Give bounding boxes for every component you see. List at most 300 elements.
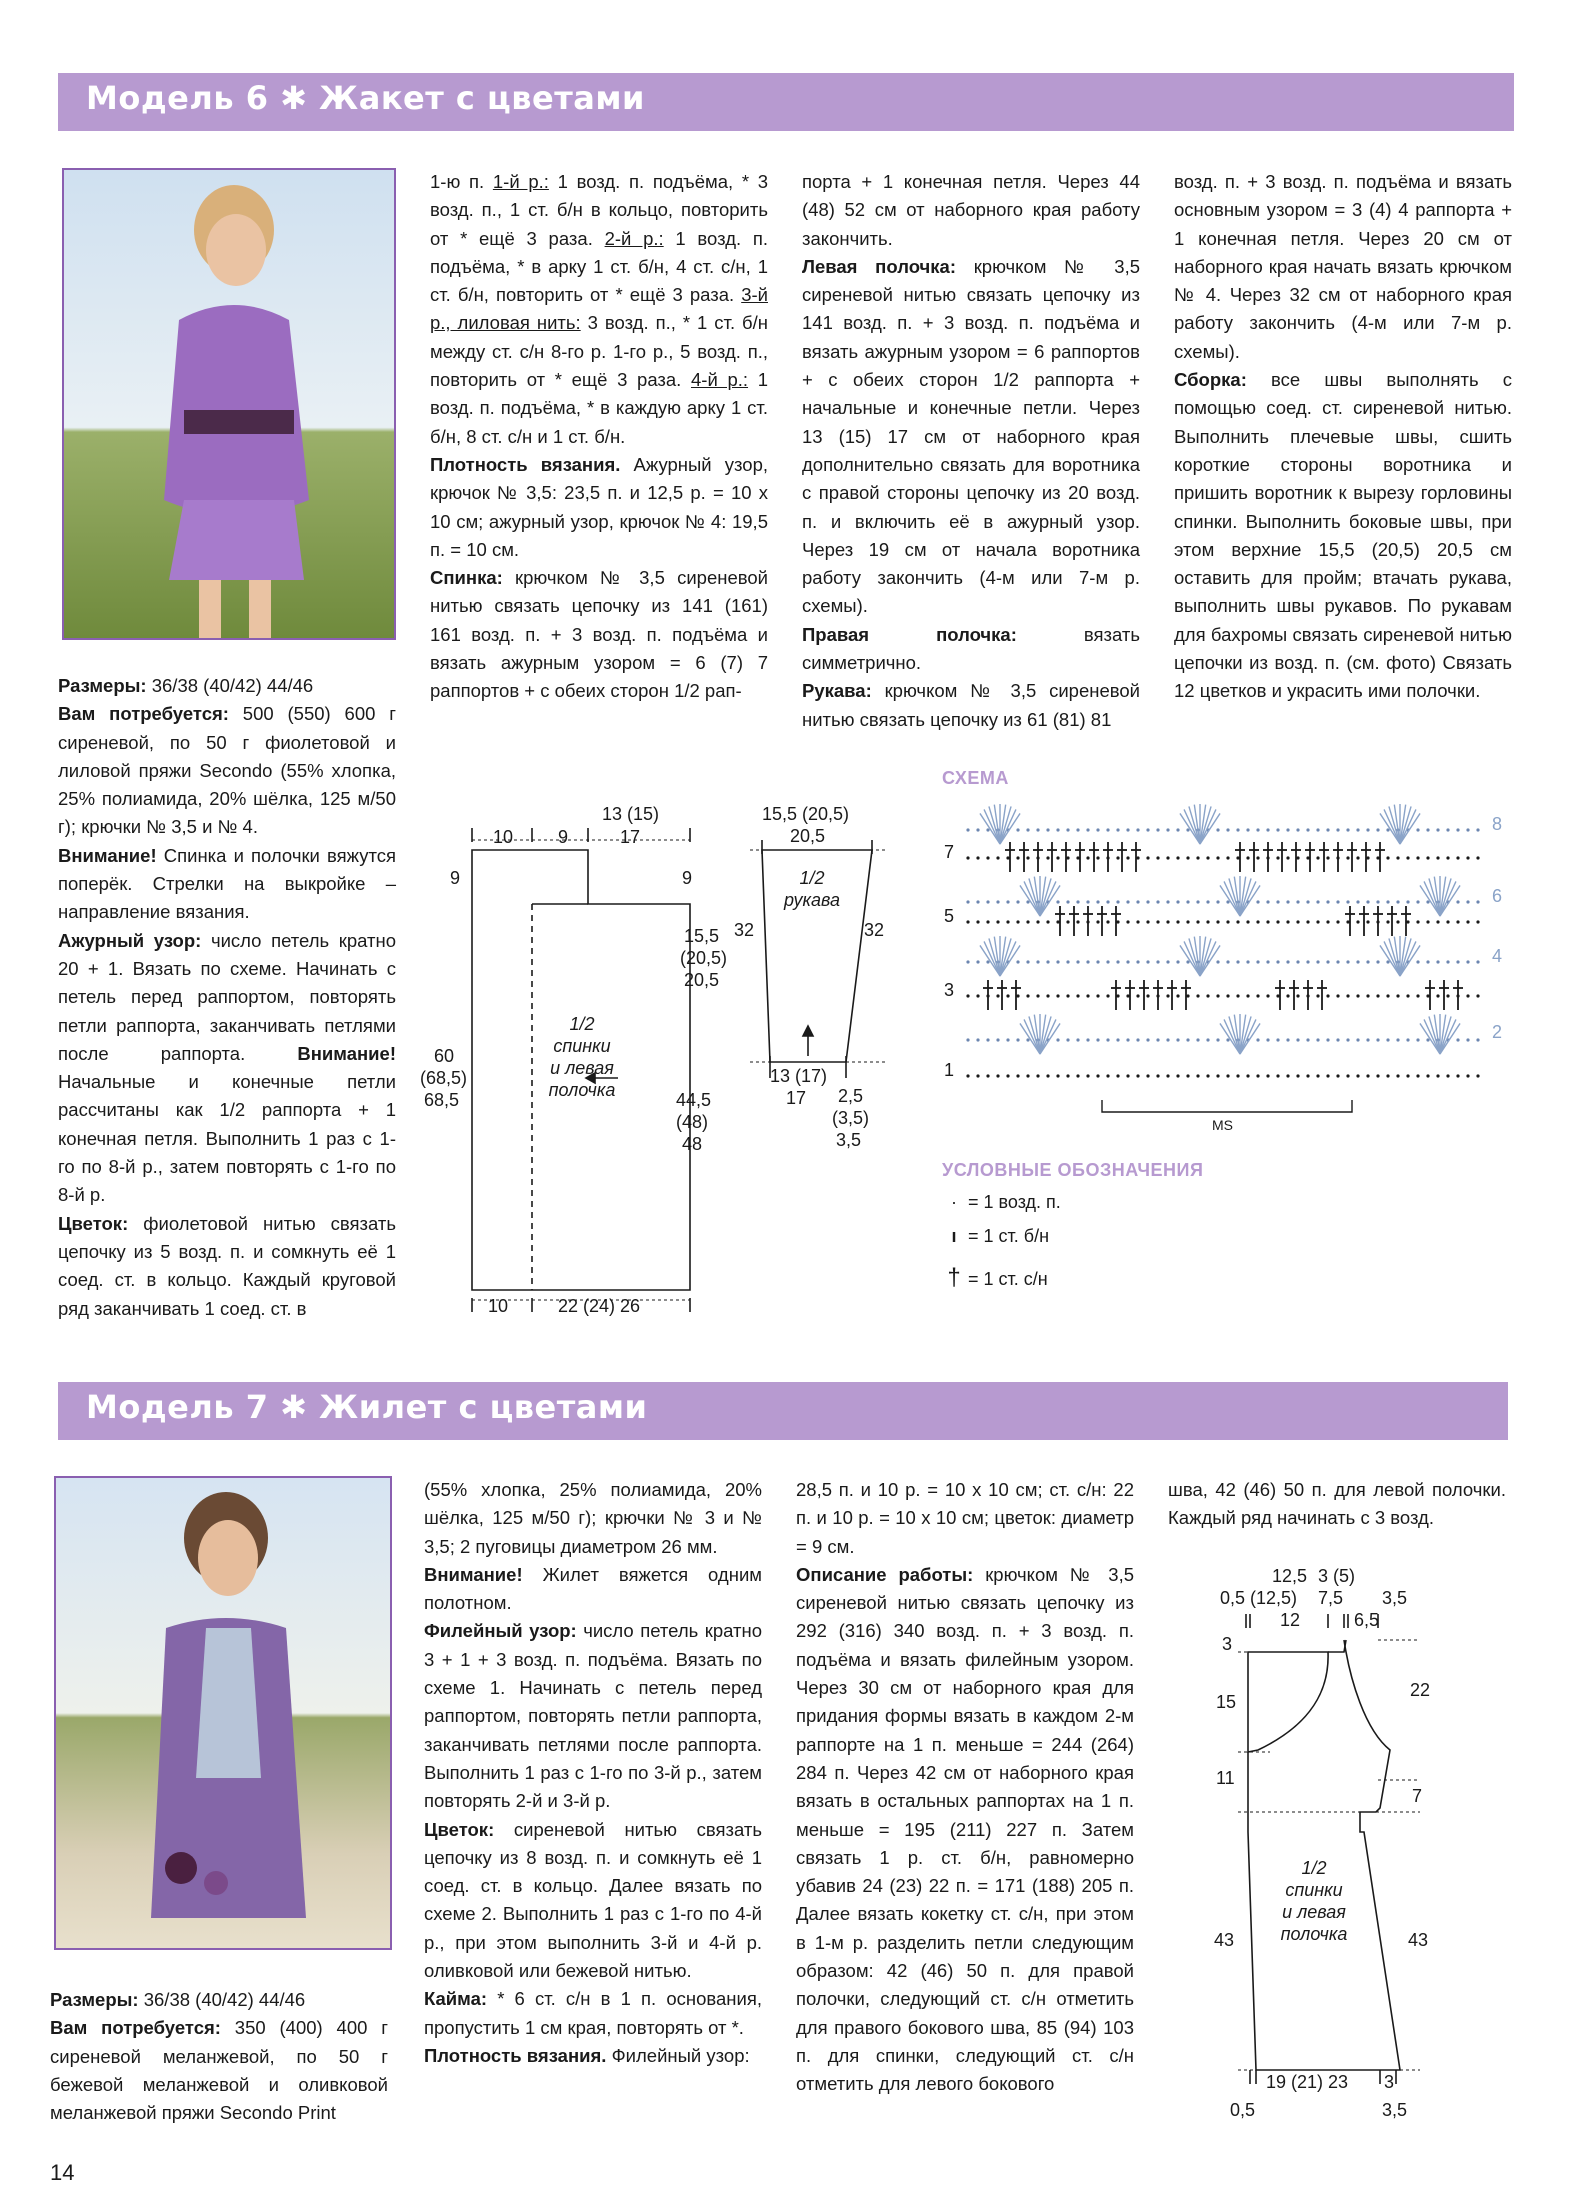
dim-left-9: 9: [450, 868, 461, 888]
chain-dot: [1356, 856, 1359, 859]
row-label-8: 8: [1492, 814, 1503, 834]
chain-dot: [1076, 1038, 1079, 1041]
chain-dot: [1156, 960, 1159, 963]
vest-dim-left-43: 43: [1214, 1930, 1235, 1950]
chain-dot: [1426, 920, 1429, 923]
dim-right-445: 44,5: [676, 1090, 712, 1110]
fan-stitch: [1440, 1023, 1460, 1054]
chain-dot: [1046, 920, 1049, 923]
lace-attention-label: Внимание!: [297, 1042, 396, 1064]
chain-dot: [1056, 900, 1059, 903]
chain-dot: [1336, 828, 1339, 831]
chain-dot: [1436, 856, 1439, 859]
chain-dot: [1306, 1074, 1309, 1077]
chain-dot: [1286, 900, 1289, 903]
chain-dot: [1216, 828, 1219, 831]
chain-dot: [1266, 994, 1269, 997]
chain-dot: [1416, 828, 1419, 831]
sleeve-label-2: рукава: [784, 890, 840, 910]
chain-dot: [1116, 1038, 1119, 1041]
chain-dot: [1056, 856, 1059, 859]
fan-stitch: [1040, 885, 1060, 916]
sleeve-dim-left-32: 32: [734, 920, 755, 940]
chain-dot: [1436, 1074, 1439, 1077]
chain-dot: [1076, 920, 1079, 923]
chain-dot: [1186, 960, 1189, 963]
double-crochet-icon: †: [947, 1264, 961, 1291]
chain-dot: [966, 856, 969, 859]
filet-label: Филейный узор:: [424, 1620, 577, 1642]
chain-dot: [1066, 900, 1069, 903]
work-text: крючком № 3,5 сиреневой нитью связать цепочку из 292 (316) 340 возд. п. + 3 возд. п. подъёма и вязать филейным узором. Через 30 см от наборного края для придания формы вязать в каждом 2-м раппорте на 1 п. меньше = 244 (264) 284 п. Через 42 см от наборного края вязать в остальных раппортах на 1 п. меньше = 195 (211) 227 п. Затем связать 1 р. ст. б/н, равномерно убавив 24 (23) 22 п. = 171 (188) 205 п. Далее вязать кокетку ст. с/н, при этом в 1-м р. разделить петли следующим образом: 42 (46) 50 п. для правой полочки, следующий ст. с/н отметить для правого бокового шва, 85 (94) 103 п. для спинки, следующий ст. с/н отметить для левого бокового: [796, 1563, 1134, 2095]
dim-right-205b: 20,5: [684, 970, 720, 990]
row1-label: 1-й р.:: [492, 171, 549, 192]
model7-left-column: [50, 1986, 388, 2127]
chain-dot: [1136, 828, 1139, 831]
chain-dot: [1176, 960, 1179, 963]
row-label-2: 2: [1492, 1022, 1503, 1042]
lace-text-a: число петель кратно 20 + 1. Вязать по схеме. Начинать с петель перед раппортом, повторять петли раппорта, заканчивать петлями после раппорта.: [58, 929, 396, 1064]
chain-dot: [1416, 994, 1419, 997]
vest-dim-top-05: 0,5 (12,5): [1220, 1588, 1298, 1608]
chain-dot: [1306, 960, 1309, 963]
chain-dot: [996, 1074, 999, 1077]
chain-dot: [1146, 900, 1149, 903]
model7-column-4: [1168, 1476, 1506, 1533]
text: 1-ю п.: [430, 171, 493, 192]
chain-dot: [1476, 900, 1479, 903]
chain-dot: [1396, 1074, 1399, 1077]
dim-right-9: 9: [682, 868, 693, 888]
attention-label: Внимание!: [424, 1563, 523, 1585]
text: возд. п. + 3 возд. п. подъёма и вязать основным узором = 3 (4) 4 раппорта + 1 конечная петля. Через 20 см от наборного края начать вязать крючком № 4. Через 32 см от наборного края работу закончить (4-м или 7-м р. схемы).: [1174, 171, 1512, 362]
chain-dot: [1286, 856, 1289, 859]
chain-dot: [1026, 856, 1029, 859]
chain-dot: [1186, 856, 1189, 859]
sizes-text: 36/38 (40/42) 44/46: [138, 1989, 306, 2010]
chain-dot: [1476, 828, 1479, 831]
chain-dot: [1386, 994, 1389, 997]
chain-dot: [1156, 828, 1159, 831]
chain-dot: [1276, 1038, 1279, 1041]
chain-dot: [1076, 900, 1079, 903]
vest-label-1: 1/2: [1301, 1858, 1327, 1878]
chain-dot: [1306, 900, 1309, 903]
chain-dot: [1316, 960, 1319, 963]
chain-dot: [1136, 900, 1139, 903]
chain-dot: [1106, 960, 1109, 963]
edge-label: Кайма:: [424, 1988, 488, 2010]
chain-dot: [1406, 1038, 1409, 1041]
pattern-label-2: спинки: [553, 1036, 611, 1056]
chain-dot: [1166, 1038, 1169, 1041]
chain-dot: [1126, 900, 1129, 903]
row3-label: 3-й р., лиловая нить:: [430, 284, 768, 334]
chain-dot: [1276, 900, 1279, 903]
vest-dim-top-75: 7,5: [1318, 1588, 1344, 1608]
chain-dot: [1246, 994, 1249, 997]
chain-dot: [1076, 1074, 1079, 1077]
dim-left-685a: (68,5): [420, 1068, 468, 1088]
chain-dot: [1456, 900, 1459, 903]
chain-dot: [1196, 920, 1199, 923]
chain-dot: [1086, 1074, 1089, 1077]
dim-left-60: 60: [434, 1046, 455, 1066]
chain-dot: [1456, 960, 1459, 963]
chain-dot: [1366, 900, 1369, 903]
chain-dot: [1246, 920, 1249, 923]
chain-dot: [1406, 900, 1409, 903]
chain-dot: [1196, 856, 1199, 859]
chain-dot: [1316, 920, 1319, 923]
chain-dot: [1106, 1074, 1109, 1077]
chain-dot: [1136, 1038, 1139, 1041]
text: 1 возд. п. подъёма, * 3 возд. п., 1 ст. б/н в кольцо, повторить от * ещё 3 раза.: [430, 171, 768, 249]
chain-dot: [1296, 900, 1299, 903]
chain-dot: [1266, 920, 1269, 923]
chain-dot: [1256, 920, 1259, 923]
chain-dot: [1216, 960, 1219, 963]
sizes-label: Размеры:: [50, 1989, 139, 2010]
chain-dot: [1206, 1038, 1209, 1041]
chain-dot: [986, 920, 989, 923]
chain-dot: [1436, 828, 1439, 831]
chain-dot: [1146, 1038, 1149, 1041]
chain-dot: [1446, 920, 1449, 923]
row-label-4: 4: [1492, 946, 1503, 966]
vest-dim-bot-3: 3: [1384, 2072, 1395, 2092]
chain-dot: [1146, 960, 1149, 963]
chain-dot: [1406, 1074, 1409, 1077]
chain-dot: [1186, 1038, 1189, 1041]
model6-column-3: [802, 168, 1140, 734]
chain-dot: [976, 994, 979, 997]
chain-dot: [1426, 960, 1429, 963]
chain-dot: [1206, 1074, 1209, 1077]
chain-dot: [1206, 900, 1209, 903]
chain-dot: [1196, 900, 1199, 903]
chain-dot: [1016, 1038, 1019, 1041]
chain-dot: [1146, 828, 1149, 831]
chain-dot: [1016, 920, 1019, 923]
vest-dim-left-3: 3: [1222, 1634, 1233, 1654]
chain-dot: [1096, 960, 1099, 963]
chain-dot: [1426, 1038, 1429, 1041]
chain-dot: [1216, 920, 1219, 923]
chain-dot: [1266, 1038, 1269, 1041]
chain-dot: [1466, 994, 1469, 997]
dim-left-685b: 68,5: [424, 1090, 460, 1110]
chain-dot: [1036, 994, 1039, 997]
flower-text: сиреневой нитью связать цепочку из 8 возд. п. и сомкнуть её 1 соед. ст. в кольцо. Далее вязать по схеме 2. Выполнить 1 раз с 1-го по 4-й р., при этом выполнить 3-й и 4-й р. оливковой или бежевой нитью.: [424, 1818, 762, 1982]
sleeve-dim-top-155: 15,5 (20,5): [762, 804, 850, 824]
chain-dot: [1126, 856, 1129, 859]
chain-dot: [1006, 1074, 1009, 1077]
row-label-5: 5: [944, 906, 955, 926]
chain-dot: [1046, 1074, 1049, 1077]
chain-dot: [1166, 828, 1169, 831]
chain-dot: [1066, 960, 1069, 963]
chain-dot: [1086, 900, 1089, 903]
chain-dot: [996, 900, 999, 903]
chain-dot: [1216, 856, 1219, 859]
chain-dot: [1356, 900, 1359, 903]
chain-dot: [1196, 994, 1199, 997]
chain-dot: [976, 1038, 979, 1041]
model7-title: Модель 7 ✱ Жилет с цветами: [86, 1388, 648, 1426]
vest-dim-bot-05: 0,5: [1230, 2100, 1256, 2120]
chain-dot: [1386, 1074, 1389, 1077]
fan-stitch: [1000, 945, 1020, 976]
chain-dot: [1476, 1038, 1479, 1041]
fan-stitch: [1020, 885, 1040, 916]
dim-top-17: 17: [620, 827, 641, 847]
chain-dot: [1426, 856, 1429, 859]
chain-dot: [1046, 994, 1049, 997]
fan-stitch: [1240, 1023, 1260, 1054]
chain-dot: [1066, 828, 1069, 831]
chain-dot: [1066, 1038, 1069, 1041]
chain-dot: [1056, 960, 1059, 963]
chain-dot: [1386, 1038, 1389, 1041]
model6-sleeve-pattern: [730, 800, 900, 1170]
chain-dot: [1126, 1038, 1129, 1041]
fan-stitch: [1220, 885, 1240, 916]
chain-dot: [1226, 960, 1229, 963]
chain-dot: [1416, 900, 1419, 903]
chain-dot: [1086, 994, 1089, 997]
chain-dot: [1346, 856, 1349, 859]
chain-dot: [1266, 900, 1269, 903]
chain-dot: [1106, 828, 1109, 831]
chain-dot: [1276, 960, 1279, 963]
chain-dot: [1136, 1074, 1139, 1077]
chain-dot: [1456, 856, 1459, 859]
chain-dot: [1066, 920, 1069, 923]
chain-dot: [1056, 994, 1059, 997]
chain-dot: [1306, 828, 1309, 831]
density-label: Плотность вязания.: [430, 453, 621, 475]
chain-dot: [1146, 856, 1149, 859]
chain-dot: [1366, 828, 1369, 831]
chain-dot: [1256, 960, 1259, 963]
chain-dot: [1026, 920, 1029, 923]
chain-stitch-icon: ·: [951, 1192, 957, 1212]
legend-sc-text: = 1 ст. б/н: [968, 1226, 1050, 1246]
chain-dot: [1286, 920, 1289, 923]
chain-dot: [1416, 856, 1419, 859]
page-number: 14: [50, 2160, 75, 2185]
chain-dot: [1256, 900, 1259, 903]
chain-dot: [1276, 856, 1279, 859]
vest-dim-bot-35: 3,5: [1382, 2100, 1408, 2120]
chain-dot: [1326, 960, 1329, 963]
model6-photo: [62, 168, 396, 640]
chain-dot: [1186, 828, 1189, 831]
chain-dot: [1276, 828, 1279, 831]
chain-dot: [1086, 856, 1089, 859]
chain-dot: [1466, 1074, 1469, 1077]
sleeve-dim-right-32: 32: [864, 920, 885, 940]
chain-dot: [1366, 1074, 1369, 1077]
chain-dot: [1466, 920, 1469, 923]
chain-dot: [1336, 900, 1339, 903]
lace-text-b: Начальные и конечные петли рассчитаны как 1/2 раппорта + 1 конечная петля. Выполнить 1 раз с 1-го по 8-й р., затем повторять с 1-го по 8-й р.: [58, 1071, 396, 1206]
chain-dot: [986, 828, 989, 831]
fan-stitch: [1380, 945, 1400, 976]
vest-dim-top-125: 12,5: [1272, 1566, 1308, 1586]
flower-text: фиолетовой нитью связать цепочку из 5 возд. п. и сомкнуть её 1 соед. ст. в кольцо. Каждый круговой ряд заканчивать 1 соед. ст. в: [58, 1212, 396, 1319]
chain-dot: [1026, 828, 1029, 831]
dim-right-205a: (20,5): [680, 948, 728, 968]
chain-dot: [1146, 994, 1149, 997]
chain-dot: [1446, 1074, 1449, 1077]
fan-stitch: [1180, 813, 1200, 844]
chain-dot: [1476, 856, 1479, 859]
chain-dot: [1426, 1074, 1429, 1077]
vest-dim-right-7: 7: [1412, 1786, 1423, 1806]
chain-dot: [1386, 960, 1389, 963]
chain-dot: [1056, 1074, 1059, 1077]
sleeve-dim-bot-35a: (3,5): [832, 1108, 870, 1128]
row-label-7: 7: [944, 842, 955, 862]
back-label: Спинка:: [430, 567, 503, 589]
chain-dot: [1366, 994, 1369, 997]
chain-dot: [976, 920, 979, 923]
dim-bot-22: 22 (24) 26: [558, 1296, 641, 1316]
chain-dot: [996, 994, 999, 997]
chain-dot: [976, 856, 979, 859]
chain-dot: [1326, 994, 1329, 997]
chain-dot: [996, 856, 999, 859]
chain-dot: [1016, 828, 1019, 831]
chain-dot: [1326, 828, 1329, 831]
chain-dot: [1346, 994, 1349, 997]
chain-dot: [1476, 960, 1479, 963]
right-front-label: Правая полочка:: [802, 623, 1017, 645]
chain-dot: [1046, 828, 1049, 831]
chain-dot: [1356, 1038, 1359, 1041]
left-front-label: Левая полочка:: [802, 255, 956, 277]
chain-dot: [1156, 1074, 1159, 1077]
chain-dot: [1386, 856, 1389, 859]
chain-dot: [1396, 900, 1399, 903]
chain-dot: [1436, 960, 1439, 963]
chain-dot: [1406, 856, 1409, 859]
density-text: Филейный узор:: [606, 2044, 750, 2066]
legend-dc-text: = 1 ст. с/н: [968, 1269, 1048, 1289]
chain-dot: [1236, 828, 1239, 831]
chain-dot: [976, 900, 979, 903]
chain-dot: [966, 1074, 969, 1077]
chain-dot: [1396, 994, 1399, 997]
chain-dot: [1166, 960, 1169, 963]
chain-dot: [1086, 960, 1089, 963]
model6-title: Модель 6 ✱ Жакет с цветами: [86, 79, 645, 117]
sizes-text: 36/38 (40/42) 44/46: [146, 675, 314, 696]
woman-lilac-jacket-photo-icon: [64, 170, 394, 638]
chain-dot: [1466, 828, 1469, 831]
legend-sc: [940, 1226, 1049, 1247]
chain-dot: [996, 1038, 999, 1041]
pattern-label-4: полочка: [548, 1080, 616, 1100]
model7-title-banner: [58, 1382, 1508, 1440]
chain-dot: [1216, 1038, 1219, 1041]
ms-label: MS: [1212, 1117, 1233, 1133]
chain-dot: [1186, 900, 1189, 903]
assembly-text: все швы выполнять с помощью соед. ст. сиреневой нитью. Выполнить плечевые швы, сшить короткие стороны воротника и пришить воротник к вырезу горловины спинки. Выполнить боковые швы, при этом верхние 15,5 (20,5) 20,5 см оставить для пройм; втачать рукава, выполнить швы рукавов. По рукавам для бахромы связать сиреневой нитью цепочки из возд. п. (см. фото) Связать 12 цветков и украсить ими полочки.: [1174, 369, 1512, 702]
attention-text: Жилет вяжется одним полотном.: [424, 1563, 762, 1614]
model7-photo: [54, 1476, 392, 1950]
chain-dot: [1096, 994, 1099, 997]
vest-dim-right-22: 22: [1410, 1680, 1431, 1700]
density-label: Плотность вязания.: [424, 2044, 607, 2066]
chain-dot: [1336, 1038, 1339, 1041]
chain-dot: [986, 960, 989, 963]
chain-dot: [1076, 828, 1079, 831]
chain-dot: [1156, 900, 1159, 903]
chain-dot: [966, 920, 969, 923]
chain-dot: [1176, 1074, 1179, 1077]
chain-dot: [1346, 960, 1349, 963]
model6-column-2: [430, 168, 768, 706]
chain-dot: [1376, 1038, 1379, 1041]
chain-dot: [1256, 1074, 1259, 1077]
chain-dot: [1246, 856, 1249, 859]
fan-stitch: [980, 813, 1000, 844]
chain-dot: [1196, 1038, 1199, 1041]
chain-dot: [1226, 828, 1229, 831]
chain-dot: [1396, 1038, 1399, 1041]
work-label: Описание работы:: [796, 1563, 974, 1585]
chain-dot: [1136, 960, 1139, 963]
chain-dot: [1386, 900, 1389, 903]
chain-dot: [1226, 1038, 1229, 1041]
chain-dot: [1346, 900, 1349, 903]
chain-dot: [1156, 1038, 1159, 1041]
sizes-label: Размеры:: [58, 675, 147, 696]
chain-dot: [1416, 920, 1419, 923]
chain-dot: [1106, 920, 1109, 923]
text: 28,5 п. и 10 р. = 10 х 10 см; ст. с/н: 22 п. и 10 р. = 10 х 10 см; цветок: диаметр = 9 см.: [796, 1479, 1134, 1557]
row-label-6: 6: [1492, 886, 1503, 906]
text: 3 возд. п., * 1 ст. б/н между ст. с/н 8-го р. 1-го р., 5 возд. п., повторить от * ещё 3 раза.: [430, 312, 769, 391]
chain-dot: [1026, 1038, 1029, 1041]
chain-dot: [1036, 920, 1039, 923]
chain-dot: [1106, 1038, 1109, 1041]
vest-dim-right-43: 43: [1408, 1930, 1429, 1950]
chain-dot: [1206, 856, 1209, 859]
chain-dot: [1296, 828, 1299, 831]
need-label: Вам потребуется:: [58, 703, 229, 725]
chain-dot: [1356, 828, 1359, 831]
chain-dot: [1356, 994, 1359, 997]
chain-dot: [1456, 1074, 1459, 1077]
chain-dot: [1426, 900, 1429, 903]
chain-dot: [1356, 960, 1359, 963]
model6-column-4: [1174, 168, 1512, 706]
chain-dot: [1256, 856, 1259, 859]
chain-dot: [1016, 1074, 1019, 1077]
chain-dot: [1336, 960, 1339, 963]
vest-dim-bot-19: 19 (21) 23: [1266, 2072, 1349, 2092]
vest-label-3: и левая: [1282, 1902, 1346, 1922]
model6-body-pattern: [420, 800, 728, 1330]
row4-label: 4-й р.:: [691, 369, 749, 391]
chain-dot: [1106, 994, 1109, 997]
flower-label: Цветок:: [424, 1818, 495, 1840]
chain-dot: [1216, 900, 1219, 903]
